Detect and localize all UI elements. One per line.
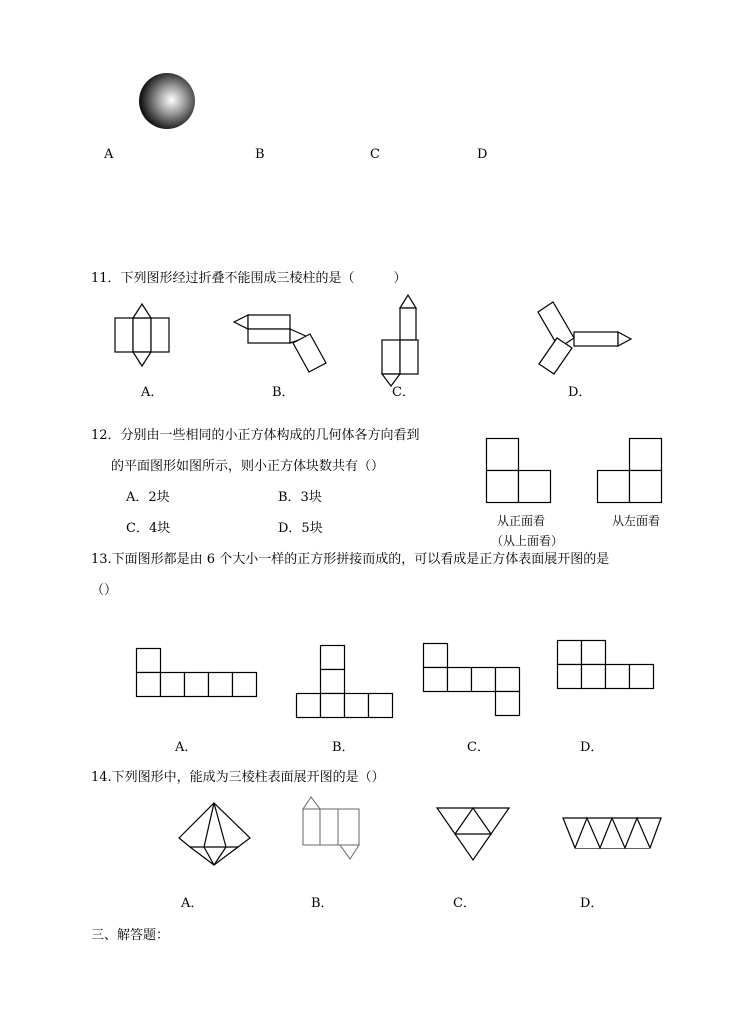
q14-stem: 14.下列图形中，能成为三棱柱表面展开图的是（） bbox=[91, 770, 385, 785]
sphere-figure bbox=[138, 72, 198, 132]
q13-option-b: B． bbox=[332, 740, 355, 755]
q13-option-a: A． bbox=[175, 740, 198, 755]
q12-option-d: D．5块 bbox=[278, 521, 323, 536]
q10-option-c: C bbox=[370, 147, 380, 162]
q12-left-view-label: 从左面看 bbox=[612, 514, 661, 528]
q12-left-view bbox=[597, 438, 665, 504]
q10-option-a: A bbox=[104, 147, 114, 162]
q14-option-b: B． bbox=[311, 896, 334, 911]
q14-option-a: A． bbox=[181, 896, 204, 911]
q11-option-d: D． bbox=[568, 385, 592, 400]
q13-option-c: C． bbox=[467, 740, 490, 755]
q13-stem-continuation: （） bbox=[91, 583, 118, 598]
q12-option-c: C．4块 bbox=[126, 521, 171, 536]
q14-figure-b bbox=[300, 795, 366, 867]
q13-option-d: D． bbox=[580, 740, 604, 755]
q12-front-view-label: 从正面看 bbox=[497, 514, 546, 528]
q11-figure-c bbox=[378, 292, 424, 390]
q11-stem: 11．下列图形经过折叠不能围成三棱柱的是（ ） bbox=[91, 271, 407, 286]
q12-option-b: B．3块 bbox=[278, 490, 322, 505]
q13-stem: 13.下面图形都是由 6 个大小一样的正方形拼接而成的，可以看成是正方体表面展开图的是 bbox=[91, 552, 610, 567]
q13-figure-a bbox=[136, 648, 258, 698]
section-3-title: 三、解答题： bbox=[91, 928, 170, 943]
q12-top-view-label: （从上面看） bbox=[491, 534, 564, 548]
q10-option-d: D bbox=[477, 147, 488, 162]
q11-option-b: B． bbox=[272, 385, 295, 400]
q14-figure-c bbox=[434, 805, 514, 863]
q13-figure-c bbox=[423, 643, 521, 717]
q12-option-a: A．2块 bbox=[126, 490, 170, 505]
q11-figure-b bbox=[230, 310, 330, 380]
q12-front-view bbox=[486, 438, 554, 504]
q11-figure-a bbox=[112, 302, 176, 368]
q14-option-d: D． bbox=[580, 896, 604, 911]
q11-figure-d bbox=[532, 296, 636, 380]
q14-option-c: C． bbox=[453, 896, 476, 911]
q12-stem-line1: 12．分别由一些相同的小正方体构成的几何体各方向看到 bbox=[91, 428, 420, 443]
q12-stem-line2: 的平面图形如图所示，则小正方体块数共有（） bbox=[111, 459, 385, 474]
q11-option-c: C． bbox=[392, 385, 415, 400]
q14-figure-d bbox=[562, 816, 664, 852]
q11-option-a: A． bbox=[141, 385, 164, 400]
q13-figure-d bbox=[557, 640, 655, 690]
q13-figure-b bbox=[296, 645, 394, 719]
q14-figure-a bbox=[176, 800, 254, 870]
q10-option-b: B bbox=[255, 147, 265, 162]
